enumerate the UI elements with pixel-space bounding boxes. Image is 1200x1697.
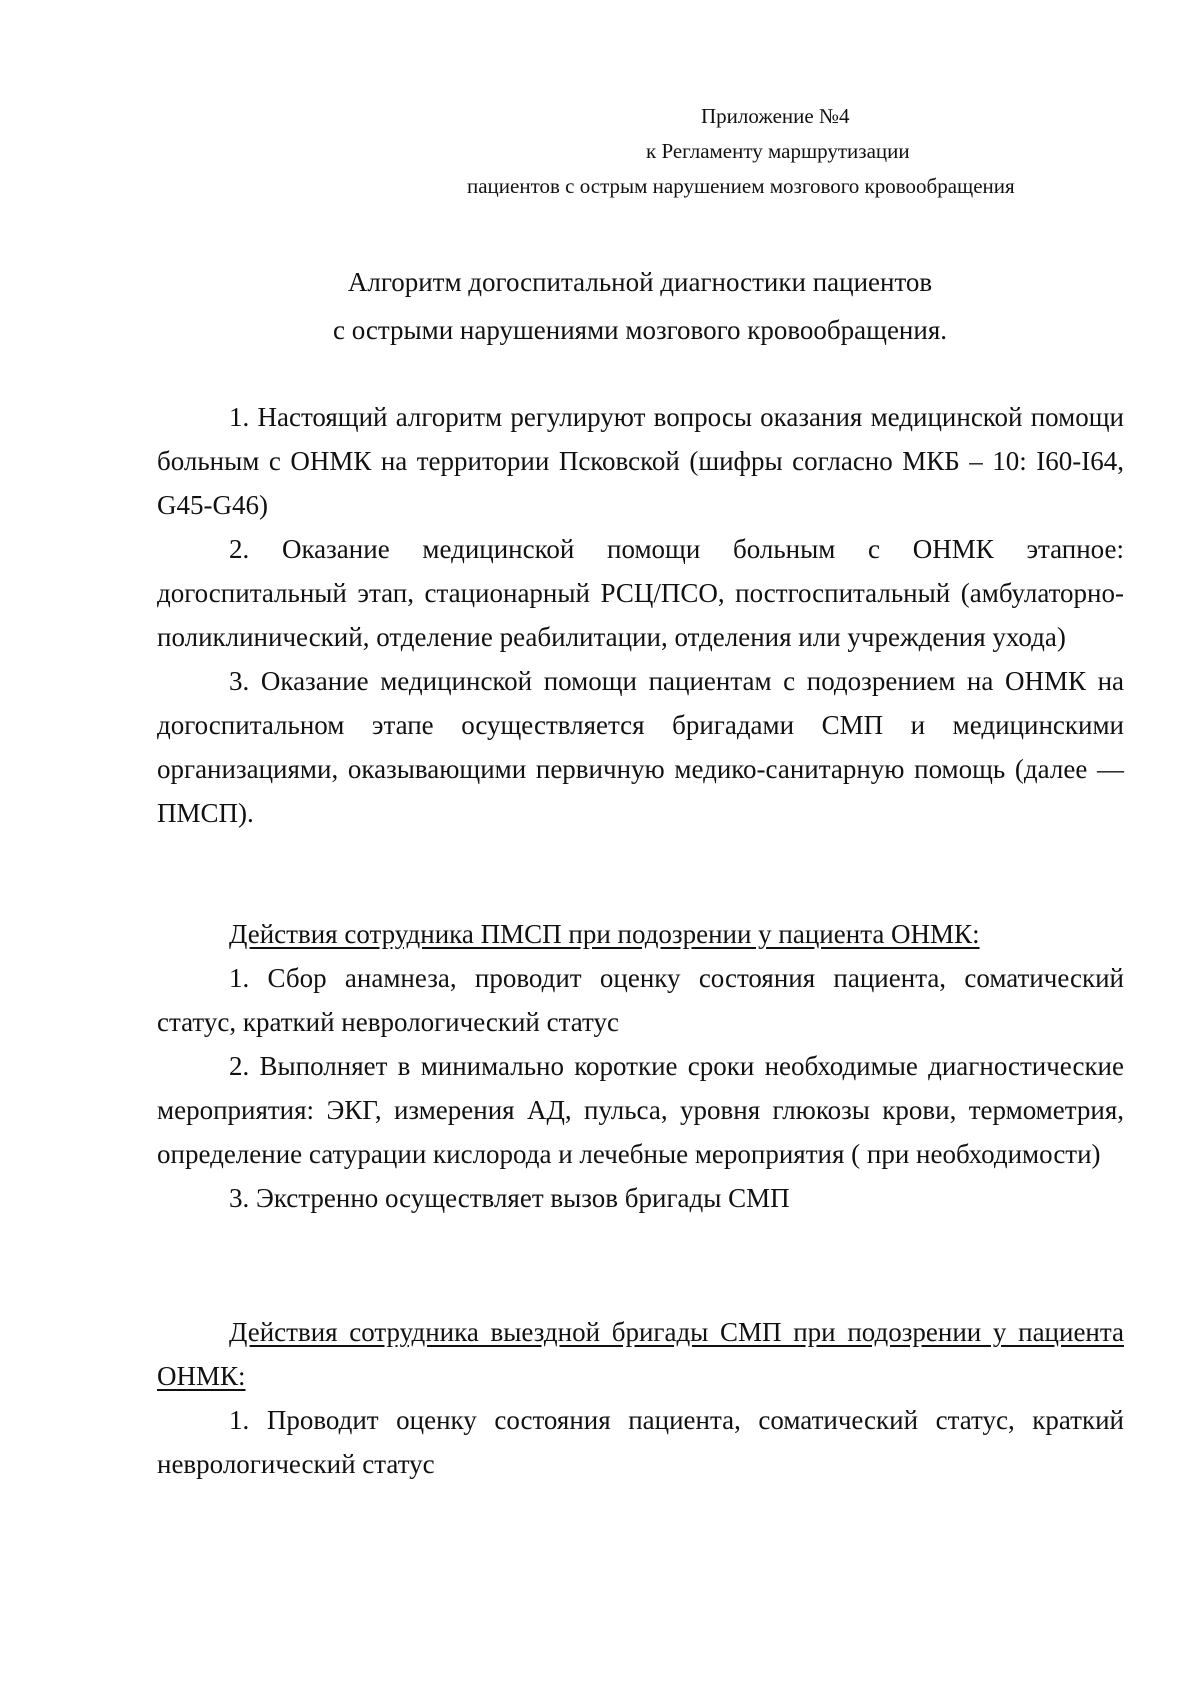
- appendix-number: Приложение №4: [701, 104, 850, 128]
- smp-heading: Действия сотрудника выездной бригады СМП при подозрении у пациента ОНМК:: [157, 1317, 1124, 1391]
- intro-item-2: 2. Оказание медицинской помощи больным с ОНМК этапное: догоспитальный этап, стационарный РСЦ/ПСО, постгоспитальный (амбулаторно-поликлинический, отделение реабилитации, отделения или учреждения ухода): [157, 534, 1124, 652]
- smp-item-1: 1. Проводит оценку состояния пациента, соматический статус, краткий неврологический статус: [157, 1405, 1124, 1479]
- pmsp-heading: Действия сотрудника ПМСП при подозрении у пациента ОНМК:: [229, 919, 980, 949]
- pmsp-item-3: 3. Экстренно осуществляет вызов бригады СМП: [229, 1183, 790, 1213]
- appendix-reference: к Регламенту маршрутизации: [646, 139, 910, 163]
- pmsp-item-2: 2. Выполняет в минимально короткие сроки необходимые диагностические мероприятия: ЭКГ, измерения АД, пульса, уровня глюкозы крови, термометрия, определение сатурации кислорода и лечебные мероприятия ( при необходимости): [157, 1051, 1124, 1169]
- document-title: [155, 258, 1125, 354]
- title-line-2: с острыми нарушениями мозгового кровообращения.: [332, 315, 947, 345]
- appendix-subject: пациентов с острым нарушением мозгового кровообращения: [467, 174, 1015, 198]
- pmsp-section: [157, 912, 1124, 1220]
- intro-section: [157, 395, 1124, 835]
- title-line-1: Алгоритм догоспитальной диагностики пациентов: [347, 267, 933, 297]
- pmsp-item-1: 1. Сбор анамнеза, проводит оценку состояния пациента, соматический статус, краткий неврологический статус: [157, 963, 1124, 1037]
- intro-item-1: 1. Настоящий алгоритм регулируют вопросы оказания медицинской помощи больным с ОНМК на территории Псковской (шифры согласно МКБ – 10: I60-I64, G45-G46): [157, 402, 1124, 520]
- intro-item-3: 3. Оказание медицинской помощи пациентам с подозрением на ОНМК на догоспитальном этапе осуществляется бригадами СМП и медицинскими организациями, оказывающими первичную медико-санитарную помощь (далее — ПМСП).: [157, 666, 1124, 828]
- smp-section: [157, 1310, 1124, 1486]
